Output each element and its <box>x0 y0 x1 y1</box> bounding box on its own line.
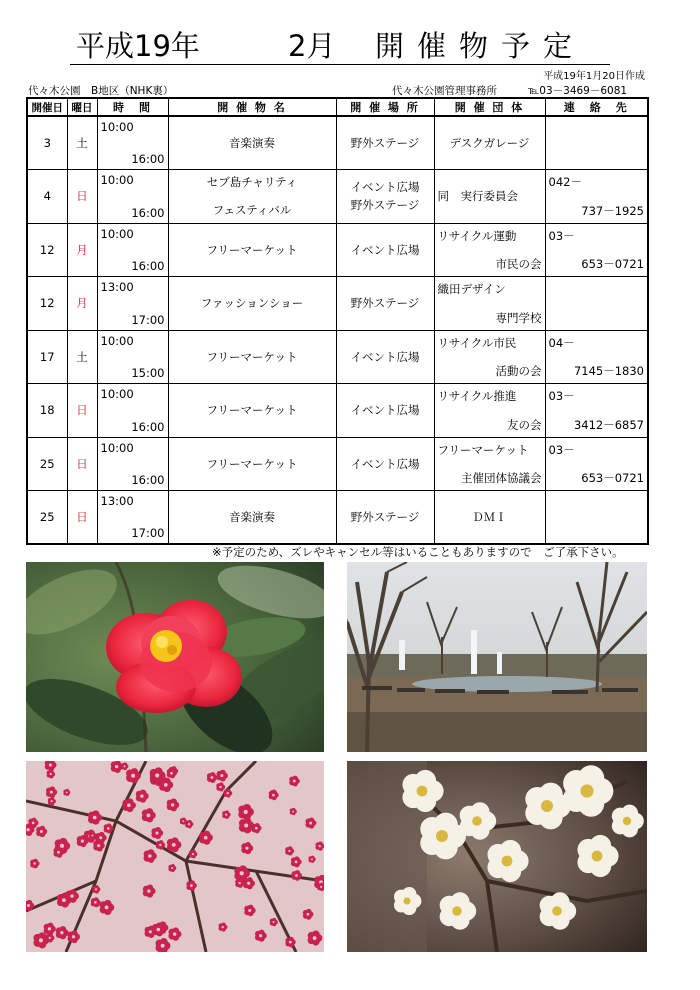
camellia-photo <box>26 562 324 752</box>
contact-number: 653－0721 <box>581 257 644 271</box>
organizer-cell <box>434 491 545 545</box>
time-cell <box>97 437 168 491</box>
contact-prefix: 042－ <box>548 175 582 189</box>
venue-cell: イベント広場 <box>336 384 434 438</box>
management-office: 代々木公園管理事務所 <box>392 85 497 97</box>
start-time: 10:00 <box>100 120 134 134</box>
start-time: 13:00 <box>100 280 134 294</box>
end-time: 17:00 <box>131 526 165 540</box>
organizer-line1: リサイクル市民 <box>437 335 517 350</box>
table-header-row <box>27 98 648 116</box>
time-cell <box>97 330 168 384</box>
contact-cell <box>545 330 648 384</box>
title-month: 2月 <box>288 29 336 63</box>
contact-prefix: 03－ <box>548 389 575 403</box>
table-row <box>27 330 648 384</box>
organizer-line1: リサイクル推進 <box>437 389 517 403</box>
time-cell <box>97 116 168 170</box>
end-time: 15:00 <box>131 366 165 380</box>
contact-prefix: 03－ <box>548 442 575 457</box>
title-underline <box>70 64 610 65</box>
table-row <box>27 277 648 331</box>
time-cell <box>97 170 168 224</box>
office-phone: ℡03－3469－6081 <box>528 85 628 97</box>
date-cell: 12 <box>27 277 67 331</box>
venue-cell: 野外ステージ <box>336 491 434 545</box>
event-cell: フリーマーケット <box>168 437 336 491</box>
date-cell: 17 <box>27 330 67 384</box>
venue-cell: 野外ステージ <box>336 116 434 170</box>
event-cell: フリーマーケット <box>168 384 336 438</box>
date-cell: 25 <box>27 491 67 545</box>
contact-cell <box>545 384 648 438</box>
contact-cell <box>545 491 648 545</box>
organizer-name: ＤＭＩ <box>472 510 507 524</box>
organizer-cell <box>434 384 545 438</box>
white-plum-photo <box>347 761 647 952</box>
weekday-cell: 日 <box>67 437 97 491</box>
title-year: 平成19年 <box>76 29 200 63</box>
event-cell: 音楽演奏 <box>168 116 336 170</box>
contact-prefix: 03－ <box>548 228 575 243</box>
table-row <box>27 223 648 277</box>
event-schedule-table <box>26 97 649 545</box>
date-cell: 12 <box>27 223 67 277</box>
organizer-line1: フリーマーケット <box>437 442 529 457</box>
contact-cell <box>545 277 648 331</box>
organizer-line2: 市民の会 <box>495 257 542 271</box>
organizer-name: 同 実行委員会 <box>437 189 518 204</box>
schedule-note: ※予定のため、ズレやキャンセル等はいることもありますので ご了承下さい。 <box>212 545 624 559</box>
organizer-name: デスクガレージ <box>449 136 530 150</box>
weekday-cell: 月 <box>67 223 97 277</box>
park-fountain-photo <box>347 562 647 752</box>
contact-prefix: 04－ <box>548 335 575 350</box>
time-cell <box>97 491 168 545</box>
contact-number: 3412－6857 <box>573 417 644 432</box>
date-cell: 18 <box>27 384 67 438</box>
contact-cell <box>545 437 648 491</box>
table-row <box>27 170 648 224</box>
weekday-cell: 日 <box>67 491 97 545</box>
event-cell <box>168 170 336 224</box>
red-plum-photo <box>26 761 324 952</box>
table-row <box>27 384 648 438</box>
title-main: 開催物予定 <box>375 29 586 63</box>
contact-number: 737－1925 <box>581 203 644 218</box>
end-time: 16:00 <box>131 152 165 166</box>
venue-line1: イベント広場 <box>350 180 420 195</box>
event-cell: フリーマーケット <box>168 223 336 277</box>
date-cell: 25 <box>27 437 67 491</box>
organizer-cell <box>434 170 545 224</box>
start-time: 10:00 <box>100 333 134 348</box>
organizer-line2: 活動の会 <box>495 364 542 378</box>
contact-cell <box>545 116 648 170</box>
organizer-line1: 織田デザイン <box>437 282 506 296</box>
organizer-line1: リサイクル運動 <box>437 228 517 243</box>
time-cell <box>97 384 168 438</box>
weekday-cell: 日 <box>67 384 97 438</box>
end-time: 16:00 <box>131 259 165 273</box>
event-cell: フリーマーケット <box>168 330 336 384</box>
contact-cell <box>545 170 648 224</box>
organizer-cell <box>434 330 545 384</box>
venue-cell: イベント広場 <box>336 330 434 384</box>
table-row <box>27 116 648 170</box>
page-title <box>70 28 610 64</box>
organizer-cell <box>434 116 545 170</box>
event-cell: 音楽演奏 <box>168 491 336 545</box>
end-time: 16:00 <box>131 205 165 220</box>
event-cell: ファッションショー <box>168 277 336 331</box>
start-time: 13:00 <box>100 494 134 508</box>
contact-number: 653－0721 <box>581 471 644 485</box>
table-row <box>27 491 648 545</box>
end-time: 17:00 <box>131 312 165 327</box>
col-header-organizer: 開 催 団 体 <box>434 98 545 116</box>
organizer-cell <box>434 223 545 277</box>
weekday-cell: 土 <box>67 330 97 384</box>
col-header-weekday: 曜日 <box>67 98 97 116</box>
event-name-line2: フェスティバル <box>212 203 292 218</box>
table-row <box>27 437 648 491</box>
col-header-date: 開催日 <box>27 98 67 116</box>
contact-number: 7145－1830 <box>573 364 644 378</box>
end-time: 16:00 <box>131 473 165 487</box>
organizer-cell <box>434 437 545 491</box>
venue-cell: イベント広場 <box>336 223 434 277</box>
date-cell: 4 <box>27 170 67 224</box>
start-time: 10:00 <box>100 387 134 401</box>
col-header-time: 時 間 <box>97 98 168 116</box>
date-cell: 3 <box>27 116 67 170</box>
time-cell <box>97 223 168 277</box>
weekday-cell: 土 <box>67 116 97 170</box>
start-time: 10:00 <box>100 226 134 241</box>
organizer-line2: 友の会 <box>507 417 542 432</box>
weekday-cell: 月 <box>67 277 97 331</box>
event-name-line1: セブ島チャリティ <box>206 175 298 190</box>
weekday-cell: 日 <box>67 170 97 224</box>
end-time: 16:00 <box>131 419 165 434</box>
park-area: 代々木公園 B地区（NHK裏） <box>28 85 174 97</box>
venue-cell: イベント広場 <box>336 437 434 491</box>
start-time: 10:00 <box>100 173 134 187</box>
organizer-line2: 主催団体協議会 <box>461 471 542 485</box>
venue-cell <box>336 170 434 224</box>
venue-cell: 野外ステージ <box>336 277 434 331</box>
organizer-line2: 専門学校 <box>495 310 542 325</box>
contact-cell <box>545 223 648 277</box>
col-header-event: 開 催 物 名 <box>168 98 336 116</box>
venue-line2: 野外ステージ <box>350 198 420 213</box>
created-date: 平成19年1月20日作成 <box>543 71 645 82</box>
col-header-venue: 開 催 場 所 <box>336 98 434 116</box>
col-header-contact: 連 絡 先 <box>545 98 648 116</box>
time-cell <box>97 277 168 331</box>
organizer-cell <box>434 277 545 331</box>
start-time: 10:00 <box>100 440 134 455</box>
